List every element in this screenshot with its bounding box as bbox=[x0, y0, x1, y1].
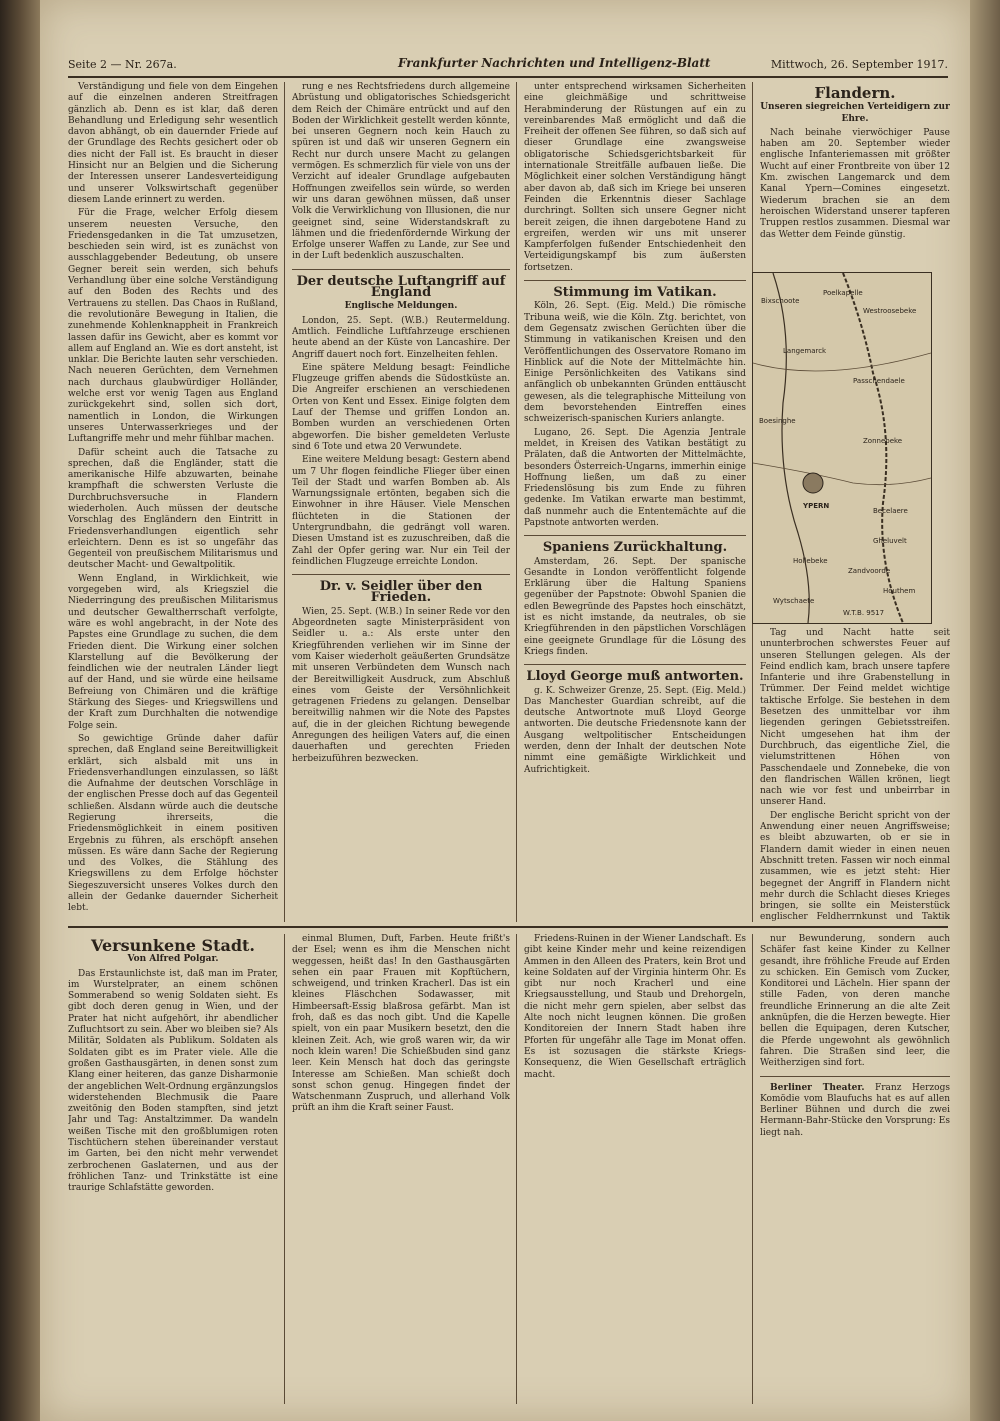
divider bbox=[760, 1076, 950, 1077]
column-2 bbox=[292, 82, 510, 922]
masthead bbox=[68, 52, 948, 78]
article-paragraph: Amsterdam, 26. Sept. Der spanische Gesandte in London veröffentlicht folgende Erklärung über die Haltung Spaniens gegenüber der Papstnote: Obwohl Spanien die edlen Bewegründe des Papstes hoch einschätzt, ist es nicht imstande, da neutrales, ob sie Kriegführenden in den päpstlichen Vorschlägen eine geeignete Grundlage für die Lösung des Kriegs finden. bbox=[524, 556, 746, 657]
column-4-top bbox=[760, 82, 950, 267]
theater-text: Franz Herzogs Komödie vom Blaufuchs hat es auf allen Berliner Bühnen und durch die zwei Hermann-Bahr-Stücke den Vorsprung: Es liegt nah. bbox=[760, 1082, 950, 1138]
page-number: Seite 2 — Nr. 267a. bbox=[68, 58, 177, 71]
subhead: Unseren siegreichen Verteidigern zur Ehre. bbox=[760, 102, 950, 124]
column-3 bbox=[524, 82, 746, 922]
article-paragraph: rung e nes Rechtsfriedens durch allgemeine Abrüstung und obligatorisches Schiedsgericht dem Reich der Chimäre entrückt und auf den Boden der Wirklichkeit gestellt werden könnte, bei unseren Gegnern noch kein Hauch zu spüren ist und daß wir unseren Gegnern ein Recht nur durch unsere Macht zu gelangen vermögen. Es schmerzlich für viele von uns der Verzicht auf idealer Grundlage aufgebauten Hoffnungen zweifellos sein würde, so werden wir uns daran gewöhnen müssen, daß unser Volk die Verwirklichung von Illusionen, die nur geeignet sind, seine Widerstandskraft zu lähmen und die friedenfördernde Wirkung der Erfolge unserer Waffen zu Lande, zur See und in der Luft bedenklich auszuschalten. bbox=[292, 82, 510, 262]
ypern-marker bbox=[803, 473, 823, 493]
article-paragraph: Wien, 25. Sept. (W.B.) In seiner Rede vor den Abgeordneten sagte Ministerpräsident von Seidler u. a.: Als erste unter den Kriegführenden verliehen wir im Sinne der vom Kaiser wiederholt geäußerten Grundsätze mit unseren Verbündeten dem Wunsch nach der Bereitwilligkeit Ausdruck, zum Abschluß eines vom Geiste der Versöhnlichkeit getragenen Friedens zu gelangen. Denselbar bereitwillig nahmen wir die Note des Papstes auf, die in der gleichen Richtung bewegende Anregungen des heiligen Vaters auf, die einen dauerhaften und gerechten Frieden herbeizuführen bezwecken. bbox=[292, 606, 510, 764]
subhead: Englische Meldungen. bbox=[344, 301, 458, 312]
article-paragraph: Tag und Nacht hatte seit ununterbrochen schwerstes Feuer auf unseren Stellungen gelegen. Als der Feind endlich kam, brach unsere tapfere Infanterie und ihre Grabenstellung in Trümmer. Der Feind meldet wichtige taktische Erfolge. Sie bestehen in dem Besetzen des unmittelbar vor ihm liegenden geringen Gebietsstreifen. Nicht umgesehen hat ihm der Durchbruch, das eigentliche Ziel, die vielumstrittenen Höhen von Passchendaele und Zonnebeke, die von den flandrischen Wällen krönen, liegt nach wie vor fest und unbeirrbar in unserer Hand. bbox=[760, 628, 950, 808]
feuilleton-column-3 bbox=[524, 934, 746, 1404]
column-rule bbox=[284, 934, 285, 1404]
divider bbox=[292, 269, 510, 270]
article-paragraph: Lugano, 26. Sept. Die Agenzia Jentrale meldet, in Kreisen des Vatikan bestätigt zu Prälaten, daß die Antworten der Mittelmächte, besonders Österreich-Ungarns, immerhin einige Hoffnung ließen, um daß zu einer Friedenslösung bis zum Ende zu führen gedenke. Im Vatikan erwarte man bestimmt, daß nunmehr auch die Ententemächte auf die Papstnote antworten werden. bbox=[524, 427, 746, 528]
article-paragraph: London, 25. Sept. (W.B.) Reutermeldung. Amtlich. Feindliche Luftfahrzeuge erschienen heute abend an der Küste von Lancashire. Der Angriff dauert noch fort. Einzelheiten fehlen. bbox=[292, 315, 510, 360]
column-rule bbox=[752, 934, 753, 1404]
map-place-label: Poelkapelle bbox=[823, 289, 863, 297]
article-paragraph: Köln, 26. Sept. (Eig. Meld.) Die römische Tribuna weiß, wie die Köln. Ztg. berichtet, von dem Gegensatz zwischen Gerüchten über die Stimmung in vatikanischen Kreisen und den Veröffentlichungen des Osservatore Romano im Hinblick auf die Note der Mittelmächte hin. Einige Persönlichkeiten des Vatikans sind anfänglich ob unbekannten Gründen enttäuscht gewesen, als die telegraphische Mitteilung von dem bevorstehenden Eintreffen eines schweizerisch-spanischen Kuriers anlangte. bbox=[524, 301, 746, 425]
page-edge bbox=[970, 0, 1000, 1421]
theater-title: Berliner Theater. bbox=[770, 1082, 865, 1093]
map-place-label: Westroosebeke bbox=[863, 307, 917, 315]
article-paragraph: Wenn England, in Wirklichkeit, wie vorgegeben wird, als Kriegsziel die Niederringung des preußischen Militarismus und deutscher Gewaltherrschaft verfolgte, wäre es wohl angebracht, in der Note des Papstes eine Grundlage zu suchen, die dem Frieden dient. Die Wirkung einer solchen Klarstellung auf die Bevölkerung der feindlichen wie der neutralen Länder liegt auf der Hand, und sie würde eine heilsame Befreiung von Chimären und die kräftige Stärkung des Sieges- und Kriegswillens und der Kraft zum Durchhalten die notwendige Folge sein. bbox=[68, 573, 278, 731]
newspaper-title: Frankfurter Nachrichten und Intelligenz-Blatt bbox=[398, 56, 711, 70]
headline-lloyd-george: Lloyd George muß antworten. bbox=[526, 669, 744, 685]
column-4-bottom bbox=[760, 628, 950, 922]
article-paragraph: Der englische Bericht spricht von der Anwendung einer neuen Angriffsweise; es bleibt abzuwarten, ob er sie in Flandern damit wieder in einen neuen Abschnitt treten. Fassen wir noch einmal zusammen, wie es jetzt steht: Hier begegnet der Angriff in Flandern nicht mehr durch die Schlacht dieses Krieges bringen, sie sollte ein Meisterstück englischer Feldherrnkunst und Taktik bbox=[760, 810, 950, 922]
column-rule bbox=[516, 82, 517, 922]
article-paragraph: Verständigung und fiele von dem Eingehen auf die einzelnen anderen Streitfragen gänzlich ab. Denn es ist klar, daß deren Behandlung und Erledigung sehr wesentlich davon abhängt, ob ein dauernder Friede auf der Grundlage des Rechts gesichert oder ob dies nicht der Fall ist. Es braucht in dieser Hinsicht nur an Belgien und die Sicherung der Interessen unserer Landesverteidigung und unserer Volkswirtschaft gegenüber diesem Lande erinnert zu werden. bbox=[68, 82, 278, 205]
article-paragraph: Nach beinahe vierwöchiger Pause haben am 20. September wieder englische Infanteriemassen mit größter Wucht auf einer Frontbreite von über 12 Km. zwischen Langemarck und dem Kanal Ypern—Comines eingesetzt. Wiederum brachen sie an dem heroischen Widerstand unserer tapferen Truppen restlos zusammen. Diesmal war das Wetter dem Feinde günstig. bbox=[760, 127, 950, 240]
article-paragraph: Friedens-Ruinen in der Wiener Landschaft. Es gibt keine Kinder mehr und keine reizendigen Ammen in den Alleen des Praters, kein Brot und keine Soldaten auf der Virginia hinterm Ohr. Es gibt nur noch Kracherl und eine Kriegsausstellung, und Staub und Drehorgeln, die nicht mehr gern spielen, aber selbst das Alte noch nicht leugnen können. Die großen Konditoreien der Innern Stadt haben ihre Pforten für ungefähr alle Tage im Monat offen. Es ist sozusagen die stärkste Kriegs-Konsequenz, die Wien Gesellschaft erträglich macht. bbox=[524, 934, 746, 1080]
map-place-label: Bixschoote bbox=[761, 297, 800, 305]
feuilleton-column-1 bbox=[68, 934, 278, 1404]
feuilleton-author: Von Alfred Polgar. bbox=[127, 954, 219, 965]
map-place-label: Houthem bbox=[883, 587, 916, 595]
article-paragraph: Dafür scheint auch die Tatsache zu sprechen, daß die Engländer, statt die amerikanische Hilfe abzuwarten, beinahe krampfhaft die schwersten Verluste die Durchbruchsversuche in Flandern wiederholen. Auch müssen der deutsche Vorschlag des Engländern den Eintritt in Friedensverhandlungen eigentlich sehr erleichtern. Denn es ist so ungefähr das Gegenteil von preußischem Militarismus und deutscher Macht- und Gewaltpolitik. bbox=[68, 447, 278, 571]
map-place-label: Zandvoorde bbox=[848, 567, 891, 575]
map-place-label: Gheluvelt bbox=[873, 537, 907, 545]
article-paragraph: Eine weitere Meldung besagt: Gestern abend um 7 Uhr flogen feindliche Flieger über einen Teil der Stadt und warfen Bomben ab. Als Warnungssignale ertönten, begaben sich die Einwohner in ihre Häuser. Viele Menschen flüchteten in die Stationen der Untergrundbahn, die gedrängt voll waren. Diesen Umstand ist es zuzuschreiben, daß die Zahl der Opfer gering war. Nur ein Teil der feindlichen Flugzeuge erreichte London. bbox=[292, 455, 510, 567]
newspaper-page bbox=[40, 0, 970, 1421]
book-binding bbox=[0, 0, 40, 1421]
headline-seidler: Dr. v. Seidler über den Frieden. bbox=[319, 579, 483, 606]
divider bbox=[524, 280, 746, 281]
theater-notice bbox=[760, 1083, 950, 1139]
column-1 bbox=[68, 82, 278, 922]
article-paragraph: g. K. Schweizer Grenze, 25. Sept. (Eig. Meld.) Das Manchester Guardian schreibt, auf die deutsche Antwortnote muß Lloyd George antworten. Die deutsche Friedensnote kann der Ausgang weltpolitischer Entscheidungen werden, denn der Inhalt der deutschen Note nimmt eine gemäßigte Wirklichkeit und Aufrichtigkeit. bbox=[524, 685, 746, 775]
flanders-map bbox=[752, 272, 932, 624]
divider bbox=[524, 664, 746, 665]
article-paragraph: einmal Blumen, Duft, Farben. Heute frißt's der Esel; wenn es ihm die Menschen nicht weggessen, heißt das! In den Gasthausgärten sehen ein paar Frauen mit Kopftüchern, schweigend, und trinken Kracherl. Das ist ein kleines Fläschchen Sodawasser, mit Himbeersaft-Essig blaßrosa gefärbt. Man ist froh, daß es das noch gibt. Und die Kapelle spielt, von ein paar Musikern besetzt, den die kleinen Zeit. Ach, wie groß waren wir, da wir noch klein waren! Die Schießbuden sind ganz leer. Kein Mensch hat doch das geringste Interesse am Schießen. Man schießt doch sonst schon genug. Hingegen findet der Watschenmann Zuspruch, und allerhand Volk prüft an ihm die Kraft seiner Faust. bbox=[292, 934, 510, 1114]
map-svg bbox=[753, 273, 931, 623]
map-place-label: Hollebeke bbox=[793, 557, 828, 565]
feuilleton-column-2 bbox=[292, 934, 510, 1404]
article-paragraph: nur Bewunderung, sondern auch Schäfer fast keine Kinder zu Kellner gesandt, ihre fröhliche Freude auf Erden zu schicken. Ein Gemisch vom Zucker, Konditorei und Lächeln. Hier spann der stille Faden, von deren manche freundliche Erinnerung an die alte Zeit anknüpfen, die die Herzen bewegte. Hier bellen die Equipagen, deren Kutscher, die Pferde ungewohnt als gewöhnlich fahren. Die Straßen sind leer, die Weitherzigen sind fort. bbox=[760, 934, 950, 1069]
map-background bbox=[753, 273, 931, 623]
feuilleton-column-4 bbox=[760, 934, 950, 1404]
column-rule bbox=[284, 82, 285, 922]
headline-spanien: Spaniens Zurückhaltung. bbox=[542, 540, 728, 556]
article-paragraph: Das Erstaunlichste ist, daß man im Prater, im Wurstelprater, an einem schönen Sommerabend so wenig Soldaten sieht. Es gibt doch deren genug in Wien, und der Prater hat nicht aufgehört, ihr abendlicher Zufluchtsort zu sein. Aber wo bleiben sie? Als Militär, Soldaten als Publikum. Soldaten als Soldaten gibt es im Prater viele. Alle die großen Gasthausgärten, in denen sonst zum Klang einer heiteren, das ganze Disharmonie der angeblichen Welt-Ordnung ergänzungslos widerstehenden Blechmusik die Paare zweitönig den Boden stampften, sind jetzt Jahr und Tag: Anstaltzimmer. Da wandeln weißen Tische mit den großblumigen roten Tischtüchern stehen übereinander verstaut im Garten, bei den nicht mehr verwendet zerbrochenen Gaslaternen, und aus der fröhlichen Tanz- und Trinkstätte ist eine traurige Schlafstätte geworden. bbox=[68, 968, 278, 1194]
map-place-label: Becelaere bbox=[873, 507, 908, 515]
article-paragraph: unter entsprechend wirksamen Sicherheiten eine gleichmäßige und schrittweise Herabminderung der Rüstungen auf ein zu vereinbarendes Maß ermöglicht und daß die Freiheit der offenen See führen, so daß sich auf dieser Grundlage eine zwangsweise obligatorische Schiedsgerichtsbarkeit für internationale Streitfälle aufbauen ließe. Die Möglichkeit einer solchen Verständigung hängt aber davon ab, daß sich im Kriege bei unseren Feinden die Erkenntnis dieser Sachlage durchringt. Sollten sich unsere Gegner nicht bereit zeigen, die ihnen dargebotene Hand zu ergreifen, werden wir uns mit unserer Kampferfolgen fußender Entschiedenheit den Verteidigungskampf bis zum äußersten fortsetzen. bbox=[524, 82, 746, 273]
map-place-label: Passchendaele bbox=[853, 377, 905, 385]
article-paragraph: So gewichtige Gründe daher dafür sprechen, daß England seine Bereitwilligkeit erklärt, sich alsbald mit uns in Friedensverhandlungen einzulassen, so läßt die Aufnahme der deutschen Vorschläge in der englischen Presse doch auf das Gegenteil schließen. Alsdann würde auch die deutsche Regierung ihrerseits, die Friedensmöglichkeit in einem positiven Ergebnis zu führen, als erschöpft ansehen müssen. Es wäre dann Sache der Regierung und des Volkes, die Stählung des Kriegswillens zu dem Erfolge höchster Siegeszuversicht unseres Volkes durch den allein der Gedanke dauernder Sicherheit lebt. bbox=[68, 733, 278, 914]
issue-date: Mittwoch, 26. September 1917. bbox=[770, 58, 948, 71]
article-paragraph: Für die Frage, welcher Erfolg diesem unserem neuesten Versuche, den Friedensgedanken in die Tat umzusetzen, beschieden sein wird, ist es zunächst von ausschlaggebender Bedeutung, ob unsere Gegner bereit sein werden, sich behufs Verhandlung über eine solche Verständigung auf den Boden des Rechts und des Vertrauens zu stellen. Das Chaos in Rußland, die revolutionäre Bewegung in Italien, die zunehmende Kohlenknappheit in Frankreich lassen dafür ins Gewicht, aber es kommt vor allem auf England an. Wie es dort ansteht, ist unklar. Die Berichte lauten sehr verschieden. Nach neueren Gerüchten, dem Vernehmen nach durchaus glaubwürdiger Holländer, welche erst vor wenig Tagen aus England zurückgekehrt sind, sollen sich dort, namentlich in London, die Wirkungen unseres Unterwasserkrieges und der Luftangriffe mehr und mehr fühlbar machen. bbox=[68, 208, 278, 445]
section-rule bbox=[68, 926, 948, 928]
divider bbox=[292, 574, 510, 575]
map-place-label: YPERN bbox=[803, 502, 830, 510]
article-paragraph: Eine spätere Meldung besagt: Feindliche Flugzeuge griffen abends die Südostküste an. Die Angreifer erschienen an verschiedenen Orten von Kent und Essex. Einige folgten dem Lauf der Themse und griffen London an. Bomben wurden an verschiedenen Orten abgeworfen. Die bisher gemeldeten Verluste sind 6 Tote und etwa 20 Verwundete. bbox=[292, 362, 510, 452]
column-rule bbox=[516, 934, 517, 1404]
headline-vatikan: Stimmung im Vatikan. bbox=[553, 285, 717, 301]
map-place-label: Wytschaete bbox=[773, 597, 815, 605]
map-place-label: Zonnebeke bbox=[863, 437, 903, 445]
map-place-label: Langemarck bbox=[783, 347, 827, 355]
headline-flandern: Flandern. bbox=[814, 84, 896, 102]
map-place-label: Boesinghe bbox=[759, 417, 796, 425]
map-caption: W.T.B. 9517 bbox=[843, 609, 885, 617]
divider bbox=[524, 535, 746, 536]
headline-luftangriff: Der deutsche Luftangriff auf England bbox=[296, 273, 506, 301]
feuilleton-title: Versunkene Stadt. bbox=[91, 936, 255, 955]
